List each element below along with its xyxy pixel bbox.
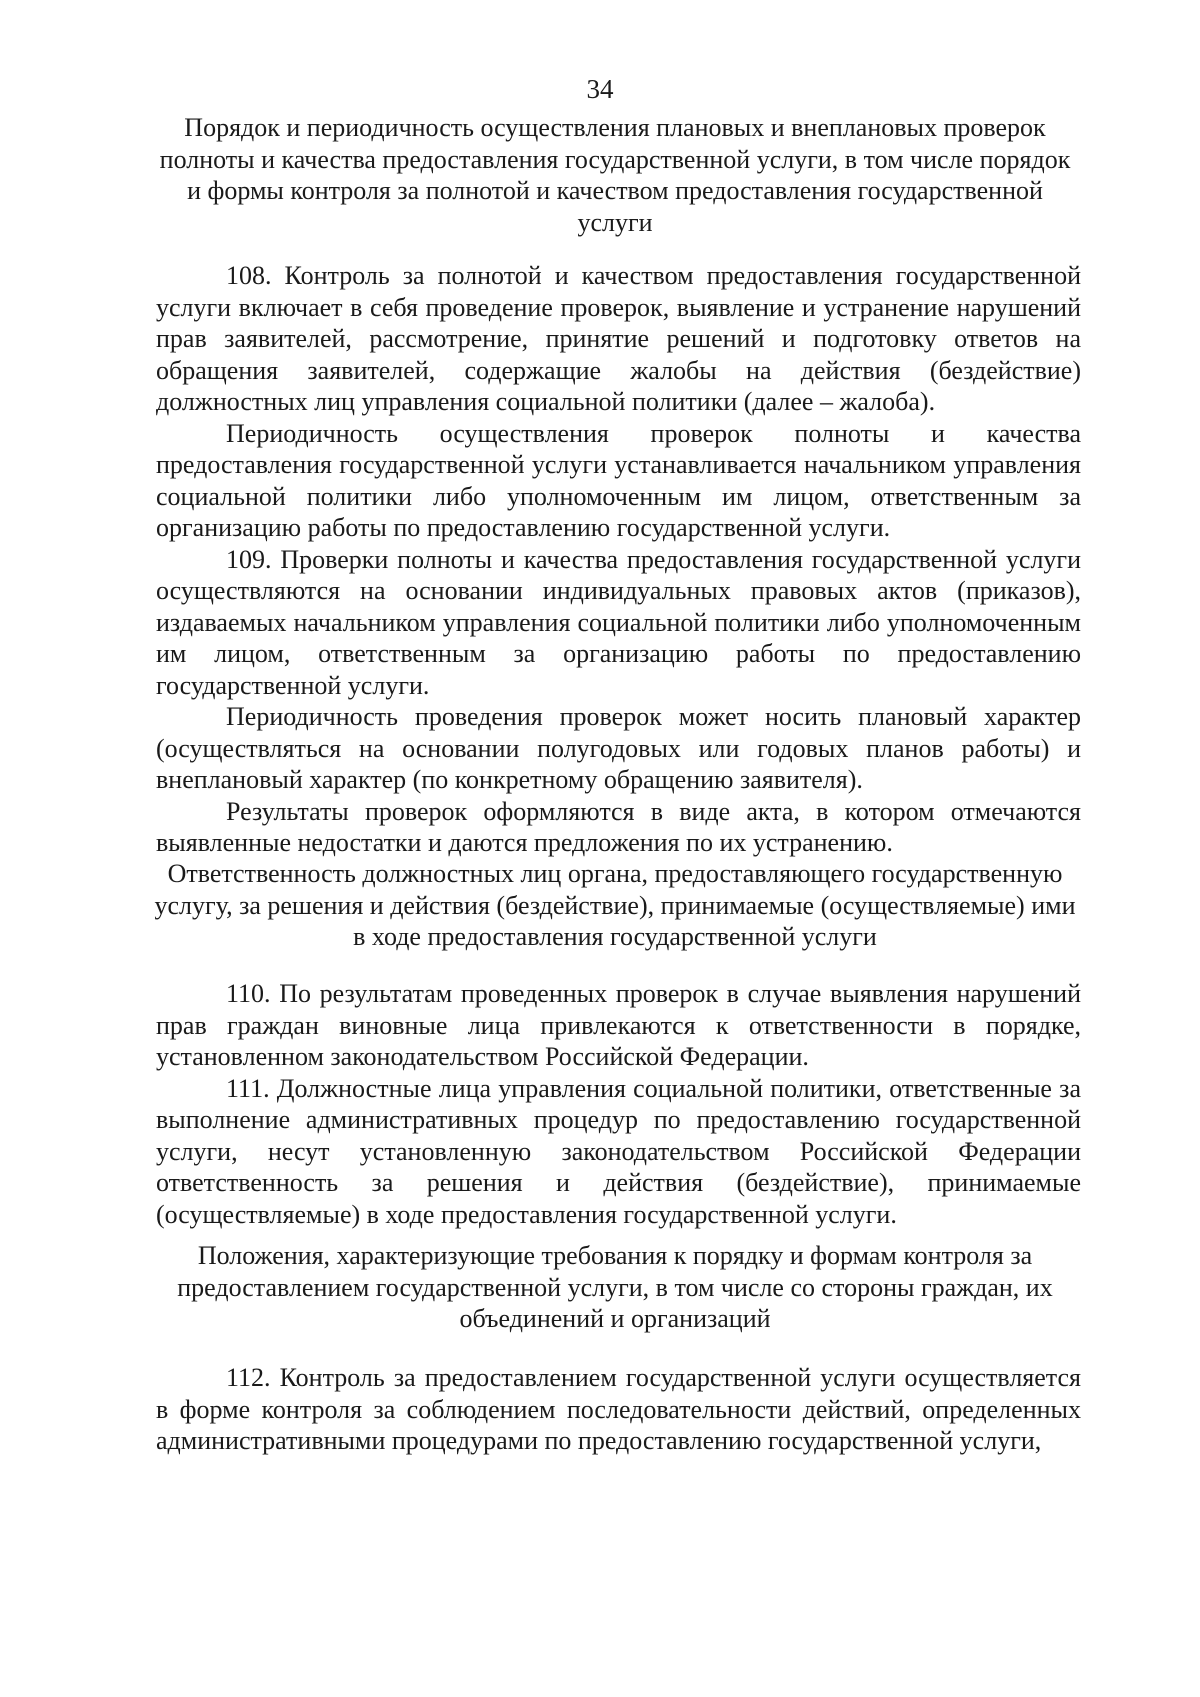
paragraph-109: 109. Проверки полноты и качества предоставления государственной услуги осуществляются на основании индивидуальных правовых актов (приказов), издаваемых начальником управления социальной политики либо уполномоченным им лицом, ответственным за организацию работы по предоставлению государственной услуги.: [156, 544, 1081, 700]
paragraph-inspection-types: Периодичность проведения проверок может носить плановый характер (осуществляться на основании полугодовых или годовых планов работы) и внеплановый характер (по конкретному обращению заявителя).: [156, 702, 1081, 794]
section-heading-control-requirements: Положения, характеризующие требования к порядку и формам контроля за предоставлением государственной услуги, в том числе со стороны граждан, их объединений и организаций: [177, 1241, 1053, 1333]
paragraph-112: 112. Контроль за предоставлением государственной услуги осуществляется в форме контроля за соблюдением последовательности действий, определенных административными процедурами по предоставлению государственной услуги,: [156, 1363, 1081, 1455]
paragraph-111: 111. Должностные лица управления социальной политики, ответственные за выполнение административных процедур по предоставлению государственной услуги, несут установленную законодательством Российской Федерации ответственность за решения и действия (бездействие), принимаемые (осуществляемые) в ходе предоставления государственной услуги.: [156, 1073, 1081, 1229]
paragraph-periodicity: Периодичность осуществления проверок полноты и качества предоставления государственной услуги устанавливается начальником управления социальной политики либо уполномоченным им лицом, ответственным за организацию работы по предоставлению государственной услуги.: [156, 418, 1081, 542]
page-number: 34: [586, 74, 614, 104]
paragraph-110: 110. По результатам проведенных проверок в случае выявления нарушений прав граждан виновные лица привлекаются к ответственности в порядке, установленном законодательством Российской Федерации.: [156, 979, 1081, 1071]
section-heading-responsibility: Ответственность должностных лиц органа, предоставляющего государственную услугу, за решения и действия (бездействие), принимаемые (осуществляемые) ими в ходе предоставления государственной услуги: [154, 859, 1076, 951]
paragraph-108: 108. Контроль за полнотой и качеством предоставления государственной услуги включает в себя проведение проверок, выявление и устранение нарушений прав заявителей, рассмотрение, принятие решений и подготовку ответов на обращения заявителей, содержащие жалобы на действия (бездействие) должностных лиц управления социальной политики (далее – жалоба).: [156, 261, 1081, 416]
section-heading-inspections: Порядок и периодичность осуществления плановых и внеплановых проверок полноты и качества предоставления государственной услуги, в том числе порядок и формы контроля за полнотой и качеством предоставления государственной услуги: [159, 113, 1071, 237]
section-body-inspections: [156, 260, 1081, 859]
section-body-control: [156, 1362, 1081, 1457]
paragraph-results: Результаты проверок оформляются в виде акта, в котором отмечаются выявленные недостатки и даются предложения по их устранению.: [156, 796, 1081, 857]
section-body-responsibility: [156, 978, 1081, 1230]
